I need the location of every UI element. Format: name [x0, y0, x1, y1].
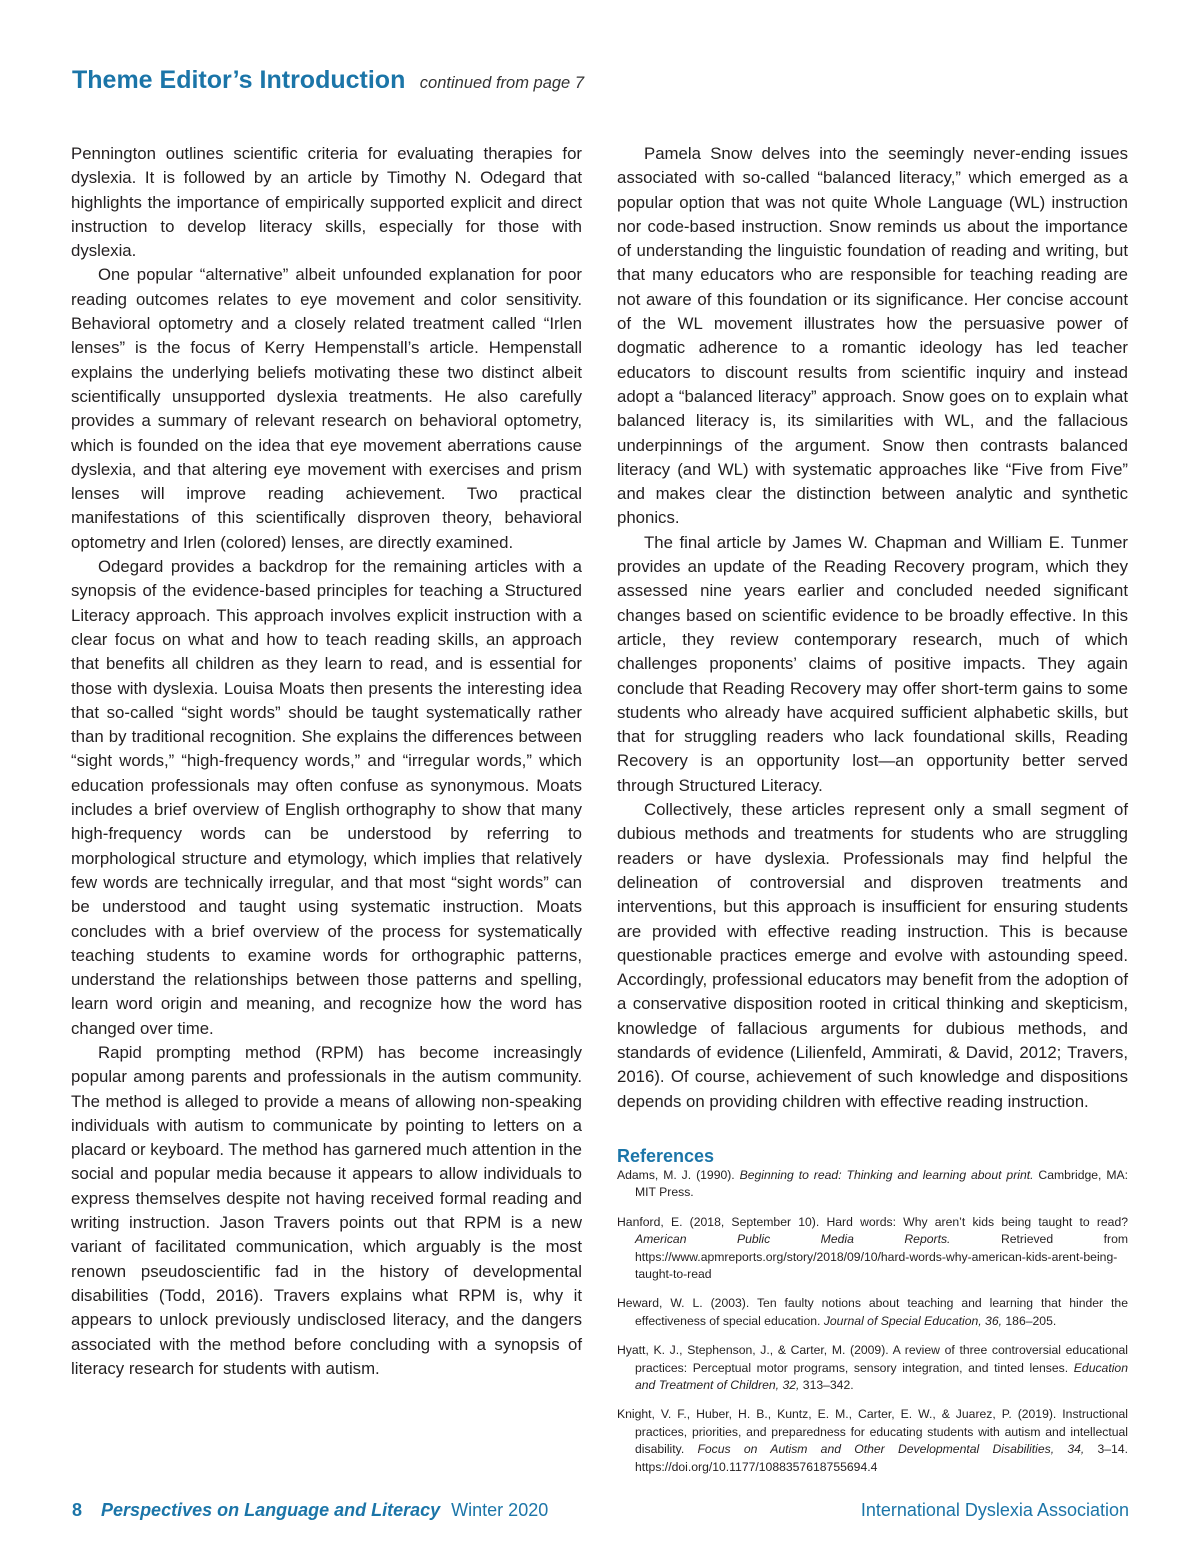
paragraph: Collectively, these articles represent only a small segment of dubious methods and treatments for students who are struggling readers or have dyslexia. Professionals may find helpful the delineation of controversial and disproven treatments and interventions, but this approach is insufficient for ensuring students are provided with effective reading instruction. This is because questionable practices emerge and evolve with astounding speed. Accordingly, professional educators may benefit from the adoption of a conservative disposition rooted in critical thinking and skepticism, knowledge of fallacious arguments for dubious methods, and standards of evidence (Lilienfeld, Ammirati, & David, 2012; Travers, 2016). Of course, achievement of such knowledge and dispositions depends on providing children with effective reading instruction.	[617, 800, 1128, 1111]
reference-item: Heward, W. L. (2003). Ten faulty notions about teaching and learning that hinder the effectiveness of special education. Journal of Special Education, 36, 186–205.	[617, 1296, 1128, 1328]
reference-item: Adams, M. J. (1990). Beginning to read: Thinking and learning about print. Cambridge, MA: MIT Press.	[617, 1167, 1129, 1200]
publication-title: Perspectives on Language and Literacy	[101, 1500, 441, 1520]
reference-item: Knight, V. F., Huber, H. B., Kuntz, E. M., Carter, E. W., & Juarez, P. (2019). Instructional practices, priorities, and preparedness for educating students with autism and intellectual disability. Focus on Autism and Other Developmental Disabilities, 34, 3–14. https://doi.org/10.1177/1088357618755694.4	[617, 1407, 1128, 1474]
paragraph: One popular “alternative” albeit unfounded explanation for poor reading outcomes relates to eye movement and color sensitivity. Behavioral optometry and a closely related treatment called “Irlen lenses” is the focus of Kerry Hempenstall’s article. Hempenstall explains the underlying beliefs motivating these two distinct albeit scientifically unsupported dyslexia treatments. He also carefully provides a summary of relevant research on behavioral optometry, which is founded on the idea that eye movement aberrations cause dyslexia, and that altering eye movement with exercises and prism lenses will improve reading achievement. Two practical manifestations of this scientifically disproven theory, behavioral optometry and Irlen (colored) lenses, are directly examined.	[71, 265, 582, 552]
page-header	[72, 66, 584, 95]
issue-season: Winter 2020	[451, 1500, 549, 1520]
right-column	[617, 142, 1128, 1488]
paragraph: Pennington outlines scientific criteria for evaluating therapies for dyslexia. It is followed by an article by Timothy N. Odegard that highlights the importance of empirically supported explicit and direct instruction to develop literacy skills, especially for those with dyslexia.	[71, 144, 582, 261]
section-title: Theme Editor’s Introduction	[72, 66, 406, 94]
page-number: 8	[72, 1500, 83, 1520]
paragraph: Pamela Snow delves into the seemingly never-ending issues associated with so-called “balanced literacy,” which emerged as a popular option that was not quite Whole Language (WL) instruction nor code-based instruction. Snow reminds us about the importance of understanding the linguistic foundation of reading and writing, but that many educators who are responsible for teaching reading are not aware of this foundation or its significance. Her concise account of the WL movement illustrates how the persuasive power of dogmatic adherence to a romantic ideology has led teacher educators to discount results from scientific inquiry and instead adopt a “balanced literacy” approach. Snow goes on to explain what balanced literacy is, its similarities with WL, and the fallacious underpinnings of the argument. Snow then contrasts balanced literacy (and WL) with systematic approaches like “Five from Five” and makes clear the distinction between analytic and synthetic phonics.	[617, 144, 1128, 528]
paragraph: The final article by James W. Chapman and William E. Tunmer provides an update of the Reading Recovery program, which they assessed nine years earlier and concluded needed significant changes based on scientific evidence to be broadly effective. In this article, they review contemporary research, much of which challenges proponents’ claims of positive impacts. They again conclude that Reading Recovery may offer short-term gains to some students who already have acquired sufficient alphabetic skills, but that for struggling readers who lack foundational skills, Reading Recovery is an opportunity lost—an opportunity better served through Structured Literacy.	[617, 532, 1128, 795]
references-list	[617, 1167, 1128, 1476]
reference-item: Hyatt, K. J., Stephenson, J., & Carter, M. (2009). A review of three controversial educational practices: Perceptual motor programs, sensory integration, and tinted lenses. Education and Treatment of Children, 32, 313–342.	[617, 1343, 1128, 1392]
continued-note: continued from page 7	[419, 74, 584, 92]
left-column	[71, 142, 582, 1381]
page-footer	[72, 1500, 1129, 1521]
reference-item: Hanford, E. (2018, September 10). Hard words: Why aren’t kids being taught to read? American Public Media Reports. Retrieved from https://www.apmreports.org/story/2018/09/10/hard-words-why-american-kids-arent-being-taught-to-read	[617, 1214, 1128, 1281]
references-heading: References	[617, 1145, 715, 1166]
paragraph: Rapid prompting method (RPM) has become increasingly popular among parents and professionals in the autism community. The method is alleged to provide a means of allowing non-speaking individuals with autism to communicate by pointing to letters on a placard or keyboard. The method has garnered much attention in the social and popular media because it appears to allow individuals to express themselves despite not having received formal reading and writing instruction. Jason Travers points out that RPM is a new variant of facilitated communication, which arguably is the most renown pseudoscientific fad in the history of developmental disabilities (Todd, 2016). Travers explains what RPM is, why it appears to unlock previously undisclosed literacy, and the dangers associated with the method before concluding with a synopsis of literacy research for students with autism.	[71, 1042, 582, 1378]
organization-name: International Dyslexia Association	[860, 1500, 1129, 1520]
paragraph: Odegard provides a backdrop for the remaining articles with a synopsis of the evidence-based principles for teaching a Structured Literacy approach. This approach involves explicit instruction with a clear focus on what and how to teach reading skills, an approach that benefits all children as they learn to read, and is essential for those with dyslexia. Louisa Moats then presents the interesting idea that so-called “sight words” should be taught systematically rather than by traditional recognition. She explains the differences between “sight words,” “high-frequency words,” and “irregular words,” which education professionals may often confuse as synonymous. Moats includes a brief overview of English orthography to show that many high-frequency words can be understood by referring to morphological structure and etymology, which implies that relatively few words are technically irregular, and that most “sight words” can be understood and taught using systematic instruction. Moats concludes with a brief overview of the process for systematically teaching students to examine words for orthographic patterns, understand the relationships between those patterns and spelling, learn word origin and meaning, and recognize how the word has changed over time.	[71, 557, 582, 1038]
